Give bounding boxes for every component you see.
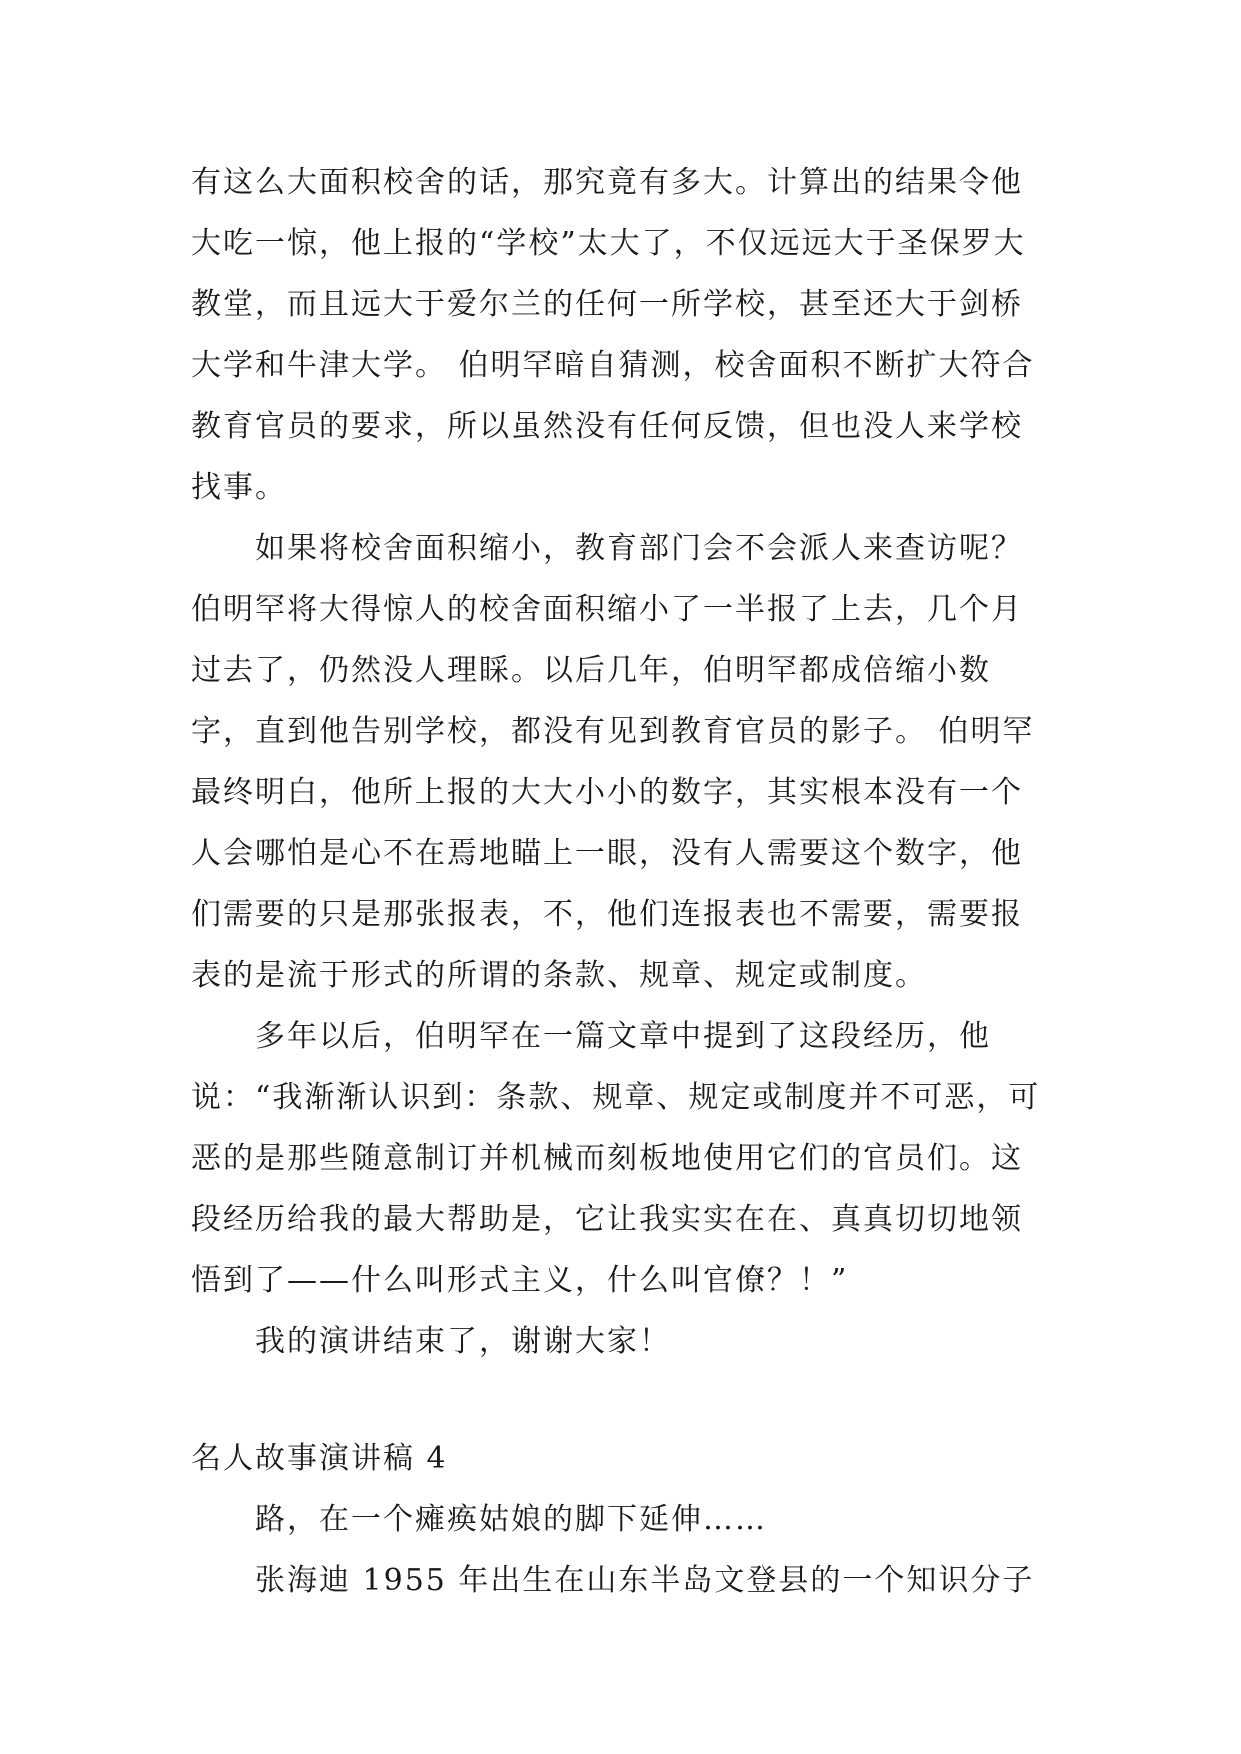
paragraph-zhang-haidi: 张海迪 1955 年出生在山东半岛文登县的一个知识分子 — [255, 1563, 1035, 1598]
paragraph-reflection: 多年以后，伯明罕在一篇文章中提到了这段经历，他说：“我渐渐认识到：条款、规章、规定或制度并不可恶，可恶的是那些随意制订并机械而刻板地使用它们的官员们。这段经历给我的最大帮助是，它让我实实在在、真真切切地领悟到了——什么叫形式主义，什么叫官僚？！” — [191, 1019, 1041, 1298]
paragraph-closing: 我的演讲结束了，谢谢大家！ — [255, 1324, 671, 1359]
paragraph-school-area: 有这么大面积校舍的话，那究竟有多大。计算出的结果令他大吃一惊，他上报的“学校”太大了，不仅远远大于圣保罗大教堂，而且远大于爱尔兰的任何一所学校，甚至还大于剑桥大学和牛津大学。 伯明罕暗自猜测，校舍面积不断扩大符合教育官员的要求，所以虽然没有任何反馈，但也没人来学校找事。 — [191, 165, 1035, 505]
section-title: 名人故事演讲稿 4 — [191, 1441, 448, 1476]
document-body — [191, 152, 1051, 1611]
paragraph-road: 路，在一个瘫痪姑娘的脚下延伸…… — [255, 1502, 767, 1537]
paragraph-reduce-area: 如果将校舍面积缩小，教育部门会不会派人来查访呢？伯明罕将大得惊人的校舍面积缩小了一半报了上去，几个月过去了，仍然没人理睬。以后几年，伯明罕都成倍缩小数字，直到他告别学校，都没有见到教育官员的影子。 伯明罕最终明白，他所上报的大大小小的数字，其实根本没有一个人会哪怕是心不在焉地瞄上一眼，没有人需要这个数字，他们需要的只是那张报表，不，他们连报表也不需要，需要报表的是流于形式的所谓的条款、规章、规定或制度。 — [191, 531, 1035, 993]
